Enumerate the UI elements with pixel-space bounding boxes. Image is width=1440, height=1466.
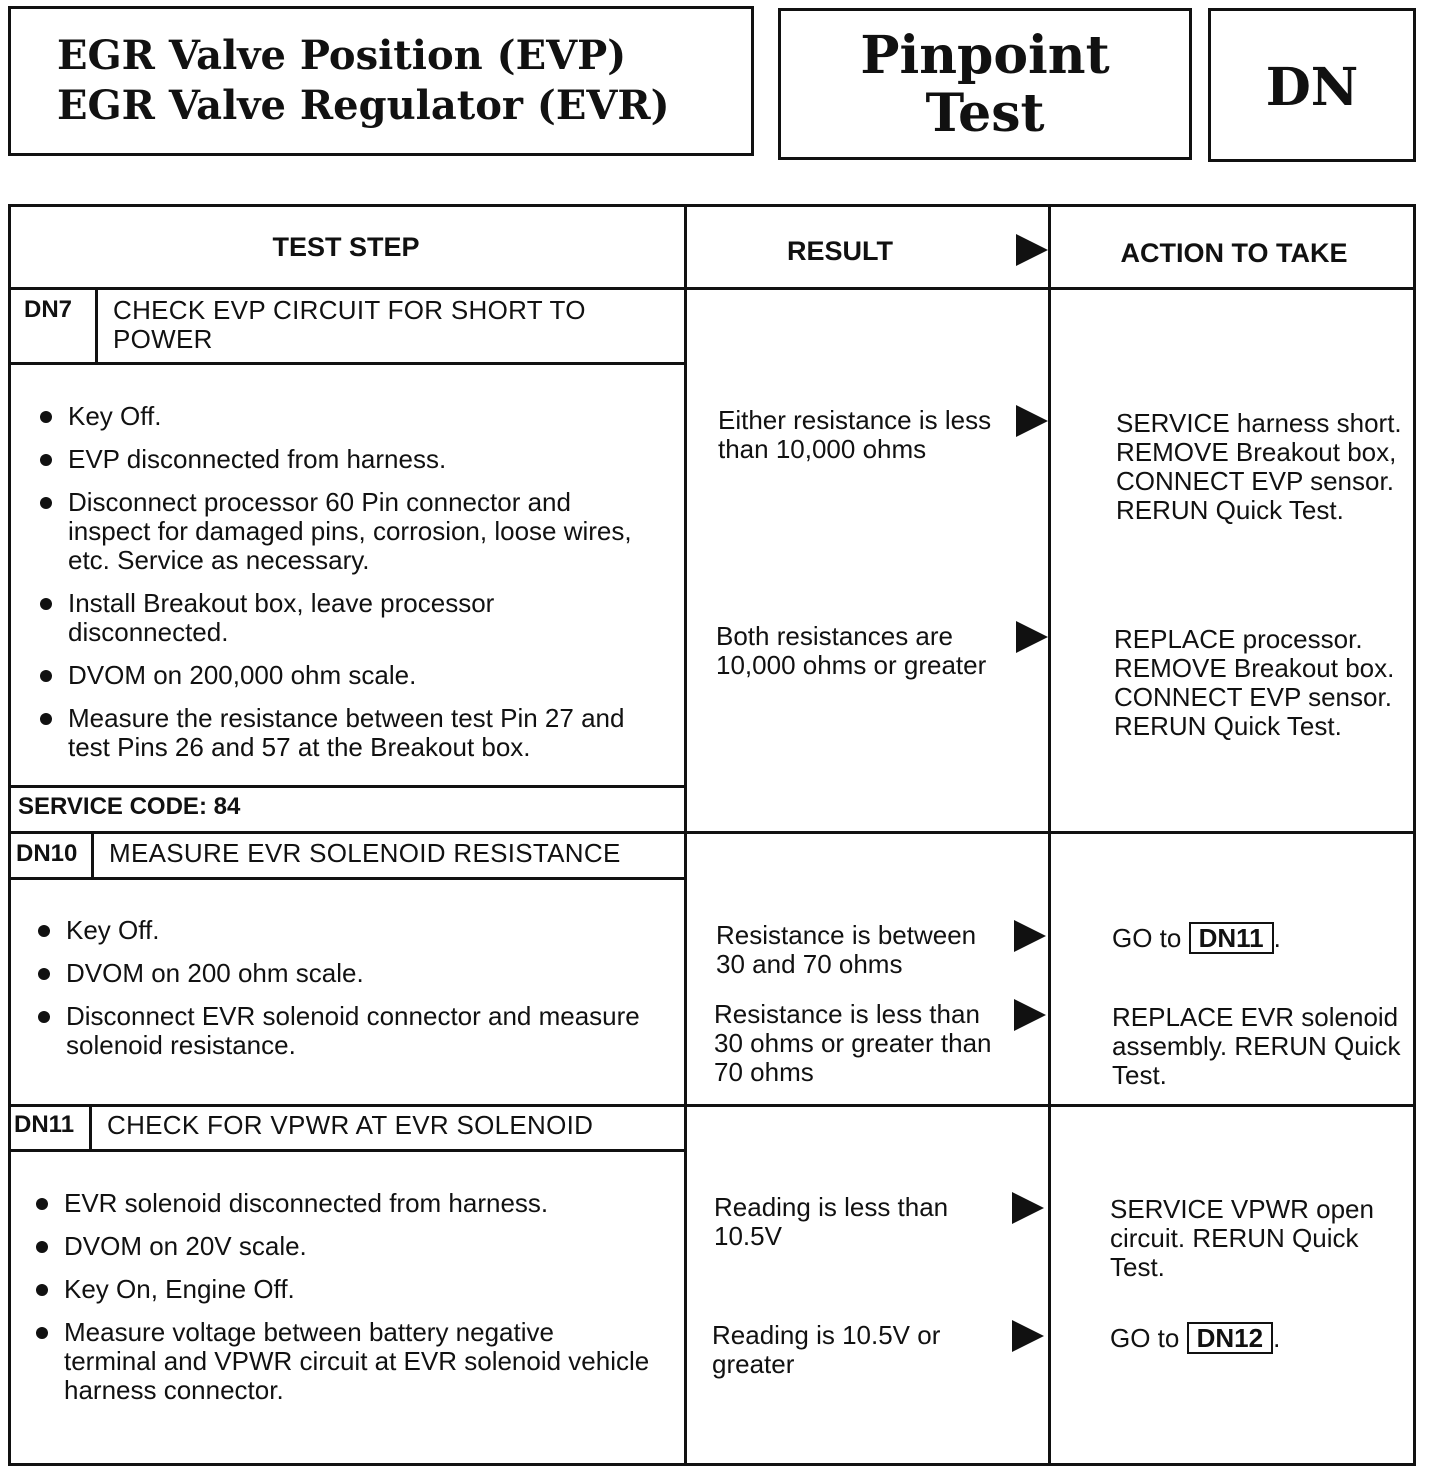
- step-instructions-dn10: [32, 916, 652, 1074]
- instruction-item: Measure voltage between battery negative terminal and VPWR circuit at EVR solenoid vehicle harness connector.: [30, 1318, 650, 1405]
- result-text: Resistance is less than 30 ohms or greater than 70 ohms: [714, 999, 992, 1087]
- action-suffix: .: [1273, 923, 1281, 953]
- column-header-result: RESULT: [787, 236, 893, 266]
- service-code-divider: [8, 785, 687, 788]
- step-id-divider: [91, 831, 94, 878]
- step-divider-dn10: [8, 1104, 1416, 1107]
- column-header-action: ACTION TO TAKE: [1120, 238, 1348, 268]
- step-title-dn11: CHECK FOR VPWR AT EVR SOLENOID: [107, 1110, 594, 1140]
- result-text: Either resistance is less than 10,000 ohms: [718, 405, 992, 464]
- action-prefix: GO to: [1112, 923, 1182, 953]
- step-divider-dn7: [8, 831, 1416, 834]
- action-go-to-dn11: [1112, 922, 1402, 954]
- action-go-to-dn12: [1110, 1322, 1400, 1354]
- pinpoint-word: Pinpoint: [860, 25, 1110, 86]
- column-divider-action: [1048, 204, 1051, 1466]
- result-arrow-icon: [1012, 1192, 1044, 1224]
- action-suffix: .: [1273, 1323, 1281, 1353]
- step-title-divider: [8, 362, 687, 365]
- procedure-title-box: [8, 6, 754, 156]
- step-instructions-dn7: [34, 402, 654, 776]
- instruction-item: EVR solenoid disconnected from harness.: [30, 1189, 650, 1218]
- result-arrow-icon: [1016, 234, 1048, 266]
- step-instructions-dn11: [30, 1189, 650, 1419]
- step-reference-dn12[interactable]: DN12: [1187, 1322, 1273, 1354]
- instruction-item: Measure the resistance between test Pin 27 and test Pins 26 and 57 at the Breakout box.: [34, 704, 654, 762]
- step-title-dn10: MEASURE EVR SOLENOID RESISTANCE: [109, 838, 621, 868]
- action-text: SERVICE VPWR open circuit. RERUN Quick Test.: [1110, 1194, 1374, 1282]
- instruction-item: Key Off.: [34, 402, 654, 431]
- action-text: REPLACE processor. REMOVE Breakout box. CONNECT EVP sensor. RERUN Quick Test.: [1114, 624, 1395, 741]
- title-line-evp: EGR Valve Position (EVP): [57, 32, 627, 79]
- instruction-item: Disconnect EVR solenoid connector and measure solenoid resistance.: [32, 1002, 652, 1060]
- step-id-divider: [95, 287, 98, 363]
- action-prefix: GO to: [1110, 1323, 1180, 1353]
- pinpoint-test-label: [781, 27, 1189, 143]
- step-id-dn11: DN11: [14, 1111, 75, 1138]
- step-title-divider: [8, 1149, 687, 1152]
- instruction-item: Key Off.: [32, 916, 652, 945]
- result-text: Both resistances are 10,000 ohms or greater: [716, 621, 987, 680]
- instruction-item: Install Breakout box, leave processor disconnected.: [34, 589, 654, 647]
- result-arrow-icon: [1016, 621, 1048, 653]
- column-header-test-step: TEST STEP: [272, 232, 420, 262]
- column-divider-result: [684, 204, 687, 1466]
- result-arrow-icon: [1014, 920, 1046, 952]
- result-arrow-icon: [1012, 1320, 1044, 1352]
- step-reference-dn11[interactable]: DN11: [1189, 922, 1274, 954]
- pinpoint-test-box: [778, 8, 1192, 160]
- header-row-divider: [8, 287, 1416, 290]
- step-id-dn7: DN7: [24, 296, 73, 323]
- result-text: Reading is less than 10.5V: [714, 1192, 949, 1251]
- instruction-item: EVP disconnected from harness.: [34, 445, 654, 474]
- instruction-item: Key On, Engine Off.: [30, 1275, 650, 1304]
- instruction-item: DVOM on 20V scale.: [30, 1232, 650, 1261]
- result-arrow-icon: [1014, 999, 1046, 1031]
- step-title-divider: [8, 877, 687, 880]
- test-code: DN: [1265, 57, 1359, 118]
- action-text: REPLACE EVR solenoid assembly. RERUN Quick Test.: [1112, 1002, 1401, 1090]
- instruction-item: DVOM on 200 ohm scale.: [32, 959, 652, 988]
- step-id-divider: [89, 1104, 92, 1150]
- test-code-box: [1208, 8, 1416, 162]
- result-text: Resistance is between 30 and 70 ohms: [716, 920, 977, 979]
- instruction-item: DVOM on 200,000 ohm scale.: [34, 661, 654, 690]
- result-arrow-icon: [1016, 405, 1048, 437]
- service-code: SERVICE CODE: 84: [18, 793, 241, 820]
- test-word: Test: [925, 83, 1045, 144]
- result-text: Reading is 10.5V or greater: [712, 1320, 941, 1379]
- action-text: SERVICE harness short. REMOVE Breakout box, CONNECT EVP sensor. RERUN Quick Test.: [1116, 408, 1402, 525]
- instruction-item: Disconnect processor 60 Pin connector and inspect for damaged pins, corrosion, loose wires, etc. Service as necessary.: [34, 488, 654, 575]
- step-title-dn7: CHECK EVP CIRCUIT FOR SHORT TO POWER: [113, 295, 586, 354]
- procedure-title: [57, 31, 670, 131]
- title-line-evr: EGR Valve Regulator (EVR): [57, 82, 670, 129]
- step-id-dn10: DN10: [16, 840, 78, 867]
